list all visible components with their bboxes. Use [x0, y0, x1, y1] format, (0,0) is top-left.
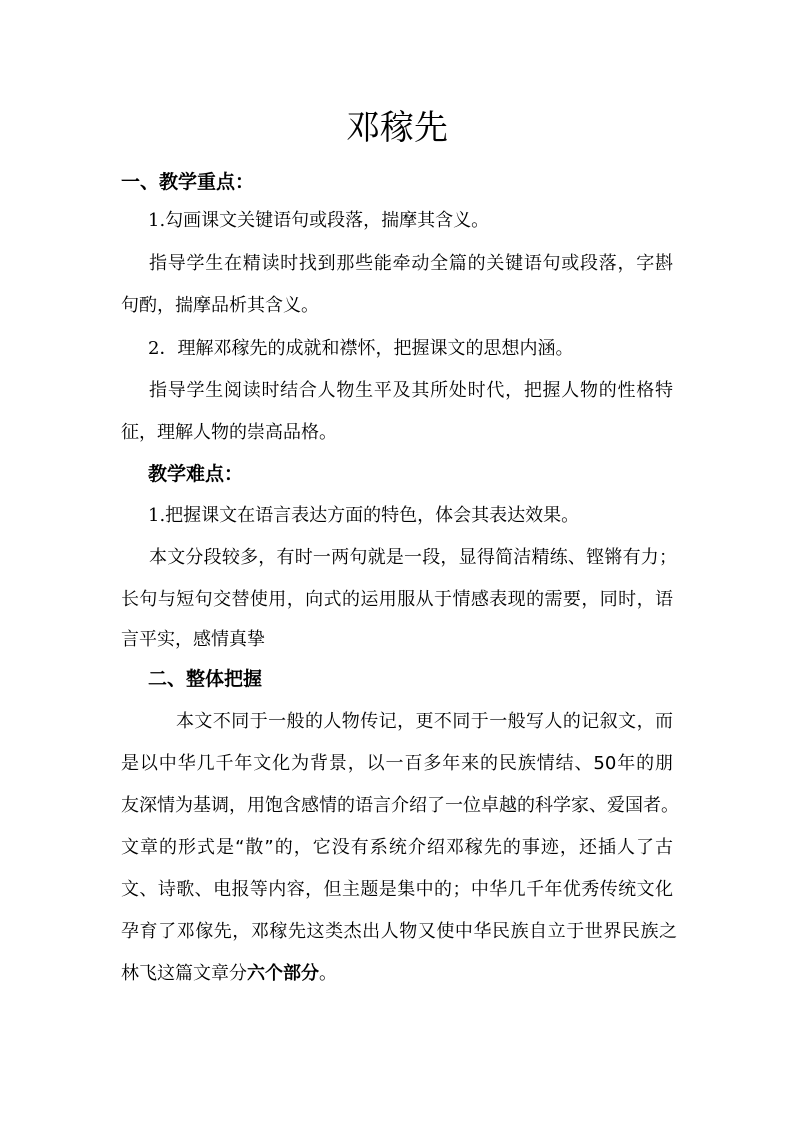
difficulty-item-1: 1.把握课文在语言表达方面的特色，体会其表达效果。 [148, 505, 580, 526]
overall-paragraph-line-1: 本文不同于一般的人物传记，更不同于一般写人的记叙文，而 [176, 711, 673, 732]
overall-paragraph-line-7-end: 。 [319, 963, 337, 984]
overall-paragraph-line-7 [121, 961, 337, 987]
section-heading-overall-grasp: 二、整体把握 [148, 668, 263, 690]
focus-item-1-detail-line-1: 指导学生在精读时找到那些能牵动全篇的关键语句或段落，字斟 [149, 253, 673, 274]
overall-paragraph-line-5: 文、诗歌、电报等内容，但主题是集中的；中华几千年优秀传统文化 [121, 879, 673, 900]
difficulty-item-1-detail-line-3: 言平实，感情真挚 [121, 629, 265, 650]
difficulty-item-1-detail-line-2: 长句与短句交替使用，向式的运用服从于情感表现的需要，同时，语 [121, 589, 673, 610]
overall-paragraph-line-3: 友深情为基调，用饱含感情的语言介绍了一位卓越的科学家、爱国者。 [121, 795, 679, 816]
difficulty-item-1-detail-line-1: 本文分段较多，有时一两句就是一段，显得简洁精练、铿锵有力； [149, 547, 677, 568]
overall-paragraph-line-2: 是以中华几千年文化为背景，以一百多年来的民族情结、50年的朋 [121, 753, 673, 774]
overall-paragraph-line-4: 文章的形式是“散”的，它没有系统介绍邓稼先的事迹，还插人了古 [121, 837, 673, 858]
overall-paragraph-line-6: 孕育了邓傢先，邓稼先这类杰出人物又使中华民族自立于世界民族之 [121, 921, 677, 942]
focus-item-1: 1.勾画课文关键语句或段落，揣摩其含义。 [148, 210, 490, 231]
six-parts-emphasis: 六个部分 [247, 963, 319, 984]
section-heading-teaching-focus: 一、教学重点： [121, 171, 255, 193]
focus-item-2-detail-line-1: 指导学生阅读时结合人物生平及其所处时代，把握人物的性格特 [149, 380, 673, 401]
focus-item-2-detail-line-2: 征，理解人物的崇高品格。 [121, 422, 337, 443]
focus-item-1-detail-line-2: 句酌，揣摩品析其含义。 [121, 295, 319, 316]
overall-paragraph-line-7-text: 林飞这篇文章分 [121, 963, 247, 984]
section-heading-teaching-difficulty: 教学难点： [148, 463, 244, 485]
focus-item-2: 2．理解邓稼先的成就和襟怀，把握课文的思想内涵。 [148, 338, 574, 359]
page-title: 邓稼先 [346, 108, 448, 148]
